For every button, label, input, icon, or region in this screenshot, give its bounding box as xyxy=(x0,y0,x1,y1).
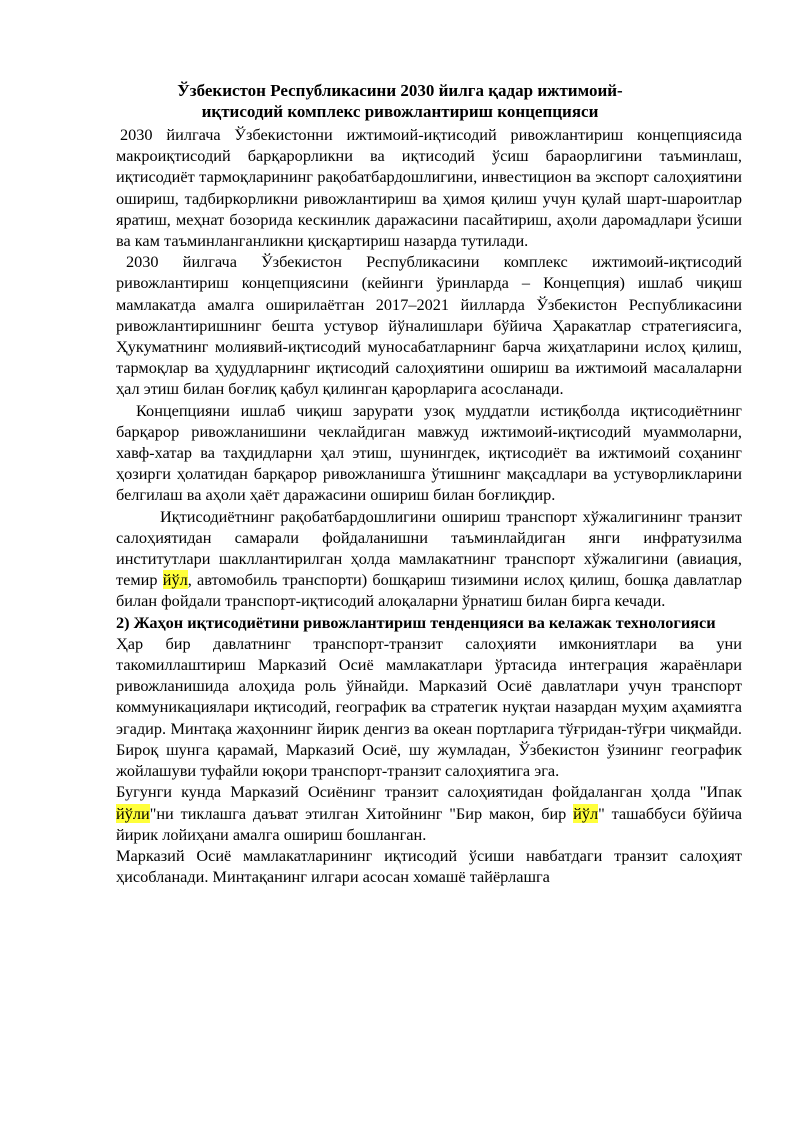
paragraph-5: Ҳар бир давлатнинг транспорт-транзит салоҳияти имкониятлари ва уни такомиллаштириш Марказий Осиё мамлакатлари ўртасида интеграция жараёнлари ривожланишида алоҳида роль ўйнайди. Марказий Осиё давлатлари учун транспорт коммуникациялари иқтисодий, географик ва стратегик нуқтаи назардан муҳим аҳамиятга эгадир. Минтақа жаҳоннинг йирик денгиз ва океан портларига тўғридан-тўғри чиқмайди. Бироқ шунга қарамай, Марказий Осиё, шу жумладан, Ўзбекистон ўзининг географик жойлашуви туфайли юқори транспорт-транзит салоҳиятига эга. xyxy=(116,633,742,781)
paragraph-3: Концепцияни ишлаб чиқиш зарурати узоқ муддатли истиқболда иқтисодиётнинг барқарор ривожланишини чеклайдиган мавжуд ижтимоий-иқтисодий муаммоларни, хавф-хатар ва таҳдидларни ҳал этиш, шунингдек, иқтисодиёт ва ижтимоий соҳанинг ҳозирги ҳолатидан барқарор ривожланишга ўтишнинг мақсадлари ва устуворликларини белгилаш ва аҳоли ҳаёт даражасини ошириш билан боғлиқдир. xyxy=(116,400,742,505)
highlighted-word: йўл xyxy=(573,803,599,823)
paragraph-6 xyxy=(116,781,742,845)
paragraph-2: 2030 йилгача Ўзбекистон Республикасини комплекс ижтимоий-иқтисодий ривожлантириш концепциясини (кейинги ўринларда – Концепция) ишлаб чиқиш мамлакатда амалга оширилаётган 2017–2021 йилларда Ўзбекистон Республикасини ривожлантиришнинг бешта устувор йўналишлари бўйича Ҳаракатлар стратегиясига, Ҳукуматнинг молиявий-иқтисодий муносабатларнинг барча жиҳатларини ислоҳ қилиш, тармоқлар ва ҳудудларнинг иқтисодий салоҳиятини ошириш ва ижтимоий масалаларни ҳал этиш билан боғлиқ қабул қилинган қарорларига асосланади. xyxy=(116,252,742,399)
document-body xyxy=(116,124,742,887)
page-title xyxy=(100,80,700,122)
paragraph-6-text-a: Бугунги кунда Марказий Осиёнинг транзит салоҳиятидан фойдаланган ҳолда "Ипак xyxy=(116,782,742,802)
section-heading: 2) Жаҳон иқтисодиётини ривожлантириш тенденцияси ва келажак технологияси xyxy=(116,612,716,632)
highlighted-word: йўл xyxy=(162,570,188,590)
paragraph-4-text-b: , автомобиль транспорти) бошқариш тизимини ислоҳ қилиш, бошқа давлатлар билан фойдали транспорт-иқтисодий алоқаларни ўрнатиш билан бирга кечади. xyxy=(116,570,742,611)
paragraph-4-text-a: Иқтисодиётнинг рақобатбардошлигини ошириш транспорт хўжалигининг транзит салоҳиятидан самарали фойдаланишни таъминлайдиган янги инфратузилма институтлари шакллантирилган ҳолда мамлакатнинг транспорт хўжалигини (авиация, темир xyxy=(116,506,742,590)
highlighted-word: йўли xyxy=(116,803,150,823)
paragraph-6-text-c: " ташаббуси бўйича йирик лойиҳани амалга ошириш бошланган. xyxy=(116,803,742,844)
paragraph-6-text-b: "ни тиклашга даъват этилган Хитойнинг "Бир макон, бир xyxy=(149,803,574,823)
paragraph-1: 2030 йилгача Ўзбекистонни ижтимоий-иқтисодий ривожлантириш концепциясида макроиқтисодий барқарорликни ва иқтисодий ўсиш бараорлигини таъминлаш, иқтисодиёт тармоқларининг рақобатбардошлигини, инвестицион ва экспорт салоҳиятини ошириш, тадбиркорликни ривожлантириш ва ҳимоя қилиш учун қулай шарт-шароитлар яратиш, меҳнат бозорида кескинлик даражасини пасайтириш, аҳоли даромадлари ўсиши ва кам таъминланганликни қисқартириш назарда тутилади. xyxy=(116,125,742,251)
title-line-1: Ўзбекистон Республикасини 2030 йилга қадар ижтимоий- xyxy=(177,81,623,100)
title-line-2: иқтисодий комплекс ривожлантириш концепцияси xyxy=(201,102,599,121)
paragraph-4 xyxy=(116,506,742,612)
paragraph-7: Марказий Осиё мамлакатларининг иқтисодий ўсиши навбатдаги транзит салоҳият ҳисобланади. Минтақанинг илгари асосан хомашё тайёрлашга xyxy=(116,845,742,887)
